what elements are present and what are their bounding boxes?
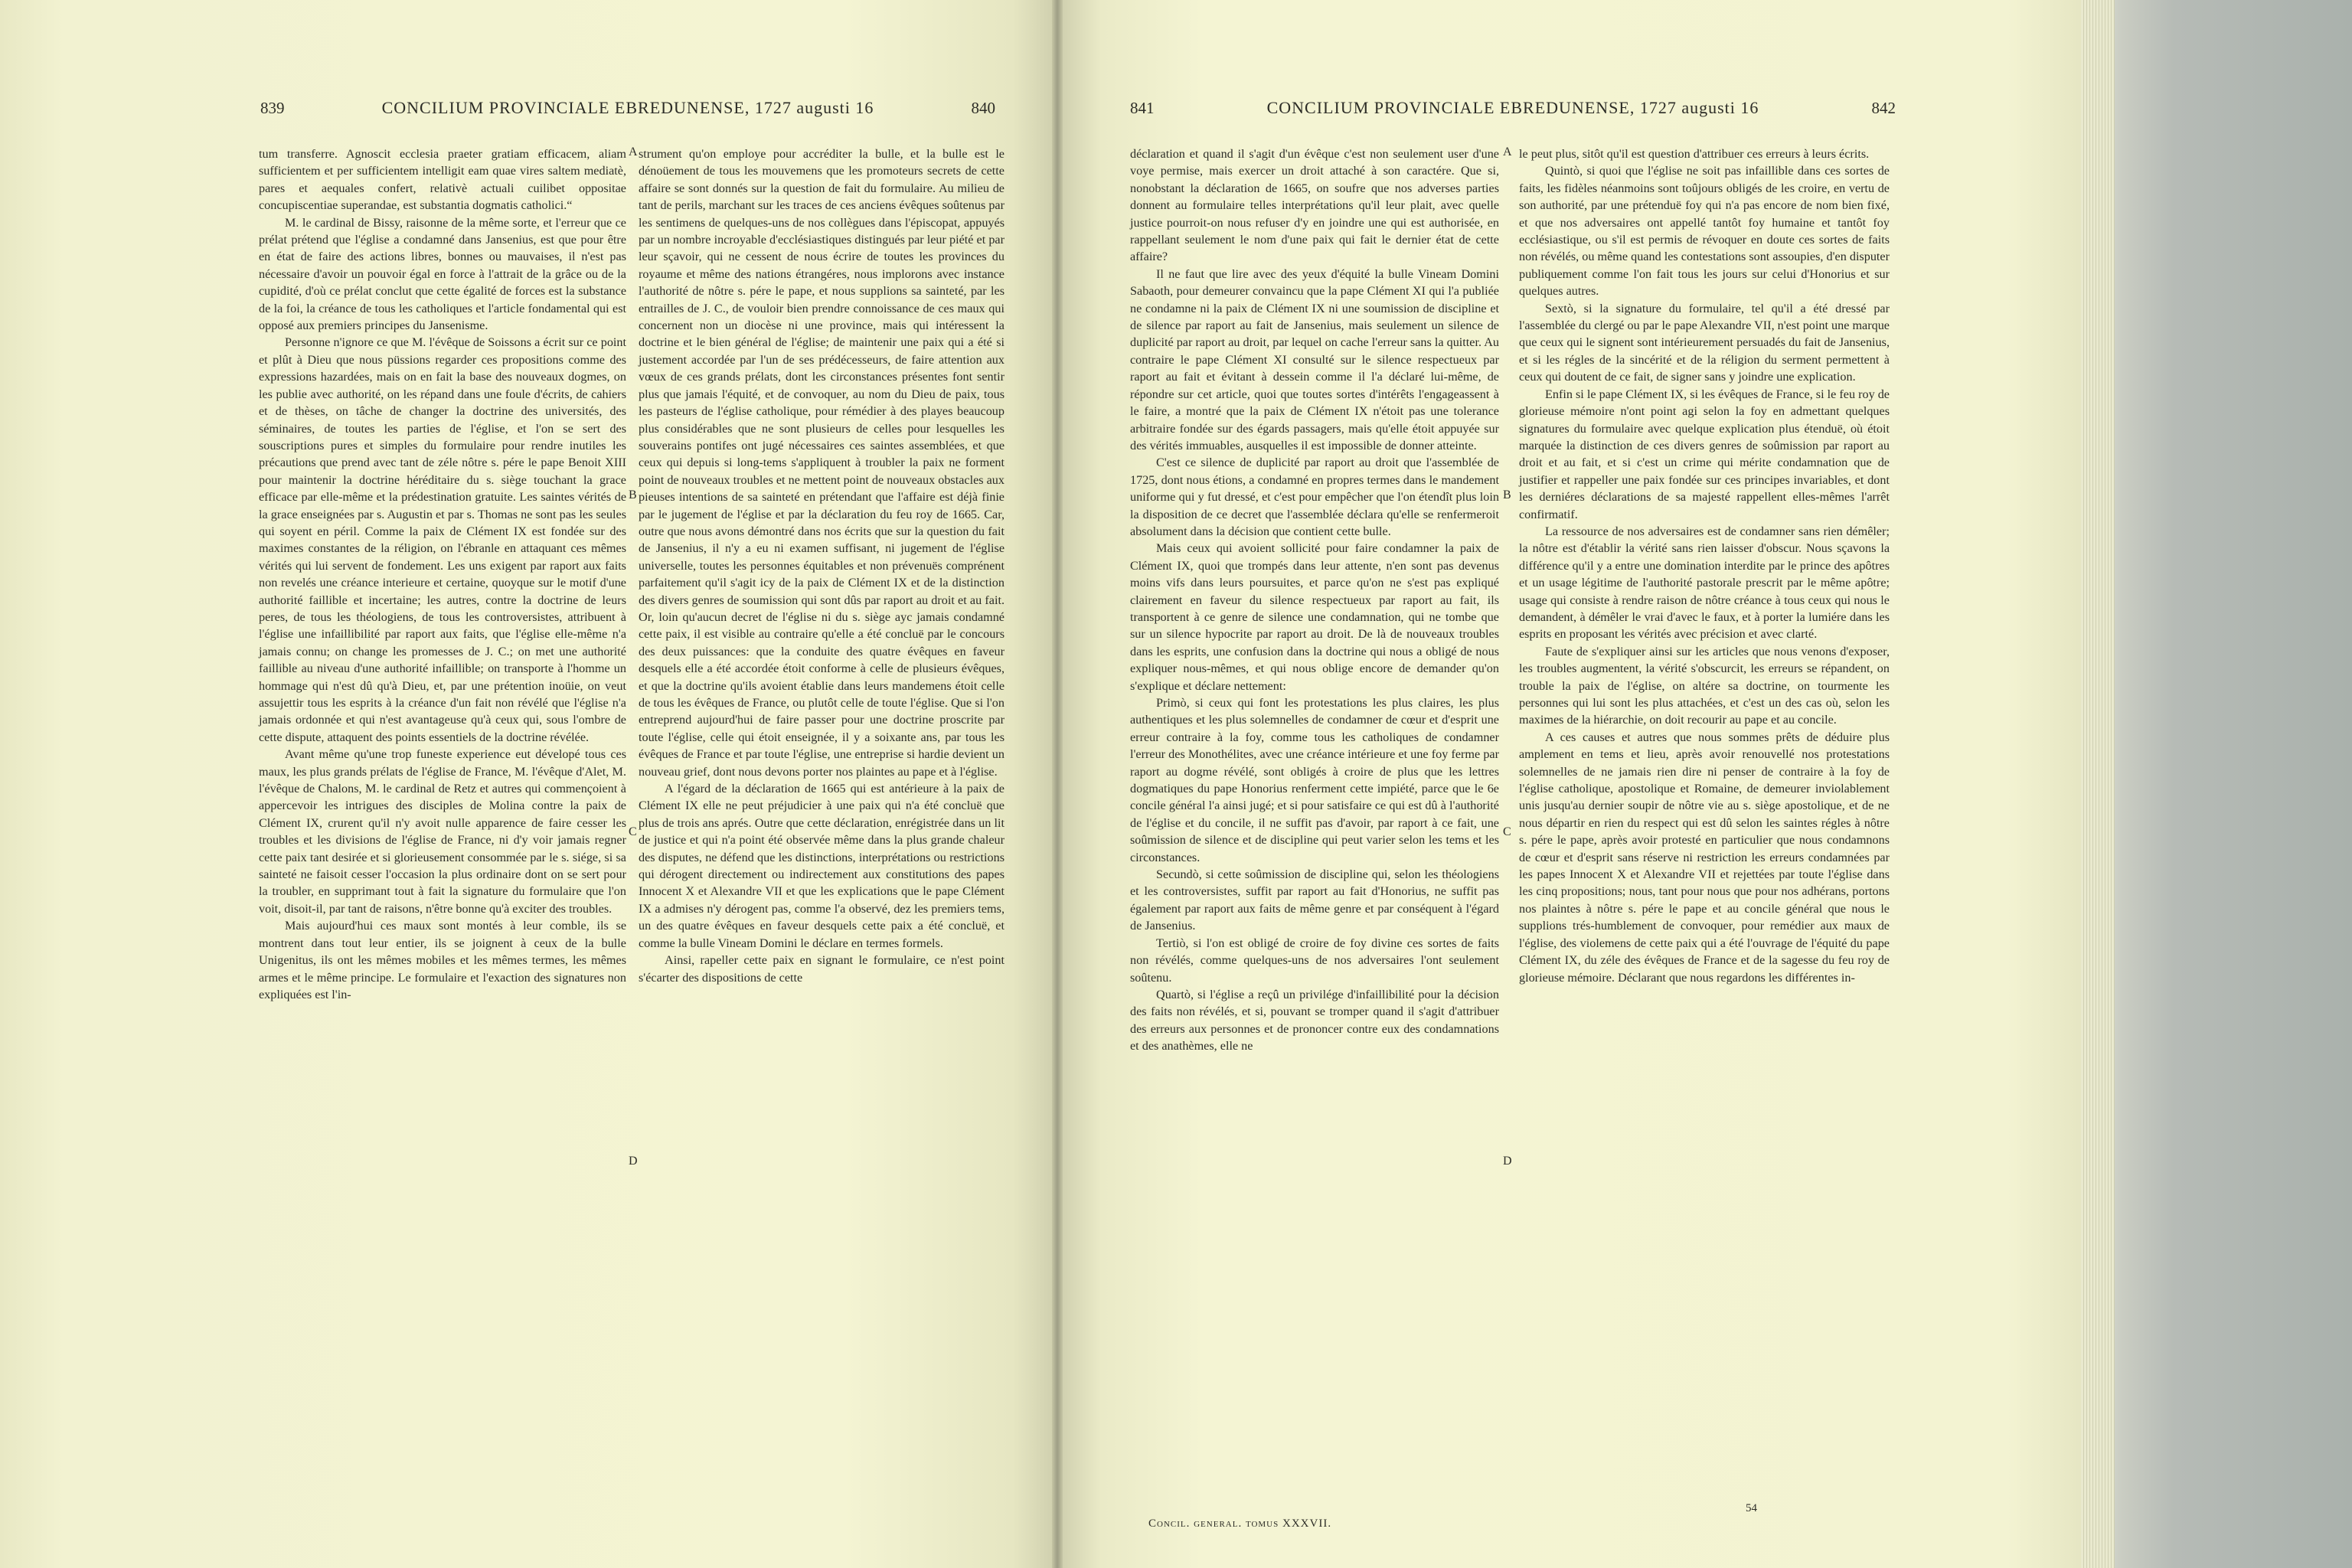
right-running-head xyxy=(1130,98,1896,118)
section-mark: D xyxy=(629,1155,638,1168)
paragraph: Quintò, si quoi que l'église ne soit pas infaillible dans ces sortes de faits, les fidèles néanmoins sont toûjours obligés de les croire, en vertu de son authorité, par une prétenduë foy qui n'a pas encore de nom bien fixé, et que nos adversaires ont appellé tantôt foy humaine et tantôt foy ecclésiastique, ou s'il est permis de révoquer en doute ces sortes de faits non révélés, ou même quand les contestations sont assoupies, d'en disputer publiquement comme l'on fait tous les jours sur celui d'Honorius et sur quelques autres. xyxy=(1519,164,1890,299)
section-mark: B xyxy=(1503,488,1511,501)
paragraph: C'est ce silence de duplicité par raport au droit que l'assemblée de 1725, dont nous étions, a condamné en propres termes dans le mandement uniforme qui y fut dressé, et c'est pour empêcher que l'on étendît plus loin la disposition de ce decret que l'assemblée déclara qu'elle se renfermeroit absolument dans la décision que contient cette bulle. xyxy=(1130,456,1499,538)
paragraph: Secundò, si cette soûmission de discipline qui, selon les théologiens et les controversistes, suffit par raport au fait d'Honorius, ne suffit pas également par raport aux faits de même genre et par conséquent à l'égard de Jansenius. xyxy=(1130,867,1499,933)
section-mark: A xyxy=(1503,145,1512,158)
paragraph: Avant même qu'une trop funeste experience eut dévelopé tous ces maux, les plus grands prélats de l'église de France, M. l'évêque d'Alet, M. l'évêque de Chalons, M. le cardinal de Retz et autres qui commençoient à appercevoir les intrigues des disciples de Molina contre la paix de Clément IX, crurent qu'il n'y avoit nulle apparence de faire cesser les troubles et les divisions de l'église de France, ni d'y voir jamais regner cette paix tant desirée et si glorieusement consommée par le s. siége, si sa sainteté ne faisoit cesser l'occasion la plus ordinaire dont on se sert pour la troubler, en supprimant tout à fait la signature du formulaire que l'on voit, disoit-il, par tant de raisons, n'être bonne qu'à exciter des troubles. xyxy=(259,747,626,916)
page-edges xyxy=(2081,0,2115,1568)
text-column-4 xyxy=(1519,145,1890,986)
section-mark: C xyxy=(1503,825,1511,838)
paragraph: strument qu'on employe pour accréditer la bulle, et la bulle est le dénoüement de tous les mouvemens que les promoteurs secrets de cette affaire se sont donnés sur la question de fait du formulaire. Au milieu de tant de perils, marchant sur les traces de ces anciens évêques soûtenus par les sentimens de quelques-uns de nos collègues dans l'épiscopat, appuyés par un nombre incroyable d'ecclésiastiques distingués par leur piété et par leur sçavoir, qui ne cessent de nous écrire de toutes les provinces du royaume et même des nations étrangéres, nous implorons avec instance l'authorité de nôtre s. pére le pape, et nous supplions sa sainteté, par les entrailles de J. C., de vouloir bien prendre connoissance de ces maux qui concernent non un diocèse ni une province, mais qui intéressent la doctrine et le bien général de l'église; de maintenir une paix qui a été si justement accordée par l'un de ses prédécesseurs, de faire attention aux vœux de ces grands prélats, dont les circonstances présentes font sentir plus que jamais l'équité, et de convoquer, au nom du Dieu de paix, tous les pasteurs de l'église catholique, pour rémédier à des playes beaucoup plus considérables que ne sont plusieurs de celles pour lesquelles les souverains pontifes ont jugé nécessaires ces saintes assemblées, et que ceux qui depuis si long-tems s'appliquent à troubler la paix ne forment point de nouveaux troubles et ne mettent point de nouveaux obstacles aux pieuses intentions de sa sainteté en prétendant que l'affaire est déjà finie par le jugement de l'église et par la déclaration du feu roy de 1665. Car, outre que nous avons démontré dans nos écrits que sur la question du fait de Jansenius, il n'y a eu ni examen suffisant, ni jugement de l'église universelle, toutes les personnes équitables et non prévenuës comprénent parfaitement qu'il s'agit icy de la paix de Clément IX et de la distinction des divers genres de soumission qui sont dûs par raport au droit et au fait. Or, loin qu'aucun decret de l'église ni du s. siège ayc jamais condamné cette paix, il est visible au contraire qu'elle a été concluë par le concours des deux puissances: que la conduite des quatre évêques en faveur desquels elle a été accordée étoit conforme à celle de plusieurs évêques, et que la doctrine qu'ils avoient établie dans leurs mandemens étoit celle de tous les évêques de France, ou plutôt celle de toute l'église. Que si l'on entreprend aujourd'hui de faire passer pour une doctrine proscrite par toute l'église, celle qui étoit enseignée, il y a soixante ans, par tous les évêques de France et par toute l'église, une entreprise si hardie devient un nouveau grief, dont nous devons porter nos plaintes au pape et à l'église. xyxy=(639,147,1004,779)
page-number: 841 xyxy=(1130,99,1155,117)
paragraph: tum transferre. Agnoscit ecclesia praeter gratiam efficacem, aliam sufficientem et per sufficientem intelligit eam quae vires saltem mediatè, pares et aequales confert, relativè actuali cuilibet oppositae concupiscentiae superandae, est substantia dogmatis catholici.“ xyxy=(259,147,626,213)
paragraph: Mais aujourd'hui ces maux sont montés à leur comble, ils se montrent dans tout leur entier, ils se joignent à ceux de la bulle Unigenitus, ils ont les mêmes mobiles et les mêmes termes, les mêmes armes et le même principe. Le formulaire et l'exaction des signatures non expliquées est l'in- xyxy=(259,919,626,1001)
paragraph: le peut plus, sitôt qu'il est question d'attribuer ces erreurs à leurs écrits. xyxy=(1519,147,1870,161)
paragraph: A ces causes et autres que nous sommes prêts de déduire plus amplement en tems et lieu, après avoir renouvellé nos protestations solemnelles de ne jamais rien dire ni penser de contraire à la foy de l'église catholique, apostolique et Romaine, de demeurer inviolablement unis jusqu'au dernier soupir de nôtre vie au s. siège apostolique, et de ne nous départir en rien du respect qui est dû selon les saintes régles à nôtre s. pére le pape, après avoir protesté en particulier que nous condamnons de cœur et d'esprit sans réserve ni restriction les erreurs condamnées par les papes Innocent X et Alexandre VII et rejettées par toute l'église dans les cinq propositions; nous, tant pour nous que pour nos adhérans, portons nos plaintes à nôtre s. pére le pape et au concile général que nous le supplions trés-humblement de convoquer, pour remédier aux maux de l'église, des violemens de cette paix qui a été l'ouvrage de l'équité du pape Clément IX, du zéle des évêques de France et de la sagesse du feu roy de glorieuse mémoire. Déclarant que nous regardons les différentes in- xyxy=(1519,730,1890,985)
text-column-3 xyxy=(1130,145,1499,1055)
paragraph: La ressource de nos adversaires est de condamner sans rien démêler; la nôtre est d'établir la vérité sans rien laisser d'obscur. Nous sçavons la différence qu'il y a entre une domination interdite par le prince des apôtres et un usage légitime de l'authorité pastorale prescrit par le même apôtre; usage qui consiste à rendre raison de nôtre créance à tous ceux qui nous le demandent, à démêler le vrai d'avec le faux, et à porter la lumiére dans les esprits en proposant les vérités avec précision et avec clarté. xyxy=(1519,524,1890,642)
section-mark: A xyxy=(629,145,638,158)
paragraph: Faute de s'expliquer ainsi sur les articles que nous venons d'exposer, les troubles augmentent, la vérité s'obscurcit, les erreurs se répandent, on trouble la paix de l'église, on altére sa doctrine, on tourmente les personnes qui lui sont les plus attachées, et c'est un des cas où, selon les maximes de la hiérarchie, on doit recourir au pape et au concile. xyxy=(1519,644,1890,727)
page-number: 839 xyxy=(260,99,285,117)
running-title: CONCILIUM PROVINCIALE EBREDUNENSE, 1727 augusti 16 xyxy=(381,98,874,117)
paragraph: Il ne faut que lire avec des yeux d'équité la bulle Vineam Domini Sabaoth, pour demeurer convaincu que la pape Clément XI qui l'a publiée ne condamne ni la paix de Clément IX ni une soumission de discipline et de silence par raport au fait de Jansenius, mais seulement un silence de duplicité par raport au droit, par lequel on cache l'erreur sans la quitter. Au contraire le pape Clément XI consulté sur le silence respectueux par raport au fait et évitant à dessein comme il l'a déclaré lui-même, de répondre sur cet article, quoi que toutes sortes d'intérêts l'engageassent à le faire, a montré que la paix de Clément IX n'étoit pas une tolerance arbitraire fondée sur des égards passagers, mais qu'elle étoit appuyée sur des vérités immuables, ausquelles il est impossible de donner atteinte. xyxy=(1130,266,1499,452)
footer-note: Concil. general. tomus XXXVII. xyxy=(1148,1517,1332,1530)
section-mark: C xyxy=(629,825,637,838)
section-mark: D xyxy=(1503,1155,1512,1168)
paragraph: Tertiò, si l'on est obligé de croire de foy divine ces sortes de faits non révélés, comme quelques-uns de nos adversaires l'ont seulement soûtenu. xyxy=(1130,936,1499,985)
running-title: CONCILIUM PROVINCIALE EBREDUNENSE, 1727 augusti 16 xyxy=(1266,98,1759,117)
section-mark: B xyxy=(629,488,637,501)
text-column-1 xyxy=(259,145,626,1003)
paragraph: Sextò, si la signature du formulaire, tel qu'il a été dressé par l'assemblée du clergé ou par le pape Alexandre VII, n'est point une marque que ceux qui le signent sont intérieurement persuadés du fait de Jansenius, et si les régles de la sincérité et de la réligion du serment permettent à ceux qui doutent de ce fait, de signer sans y joindre une explication. xyxy=(1519,301,1890,384)
text-column-2 xyxy=(639,145,1004,986)
book-shadow xyxy=(2098,0,2352,1568)
paragraph: Personne n'ignore ce que M. l'évêque de Soissons a écrit sur ce point et plût à Dieu que nous püssions regarder ces propositions comme des expressions hazardées, mais on en fait la base des nouveaux dogmes, on les publie avec authorité, on les répand dans une foule d'écrits, de cahiers et de thèses, on tâche de changer la doctrine des universités, des séminaires, de toutes les parties de l'église, et l'on se sert des souscriptions pures et simples du formulaire pour rendre inutiles les précautions que prend avec tant de zéle nôtre s. pére le pape Benoit XIII pour maintenir la doctrine héréditaire du s. siège touchant la grace efficace par elle-même et la prédestination gratuite. Les saintes vérités de la grace enseignées par s. Augustin et par s. Thomas ne sont pas les seules qui soyent en péril. Comme la paix de Clément IX est fondée sur des maximes constantes de la réligion, on l'ébranle en attaquant ces mêmes vérités qui lui servent de fondement. Les uns exigent par raport aux faits non revelés une créance interieure et certaine, quoyque sur le motif d'une authorité faillible et incertaine; les autres, contre la doctrine de leurs peres, de tous les théologiens, de tous les controversistes, attribuent à l'église une infaillibilité par raport aux faits, que l'église elle-même n'a jamais connu; on change les promesses de J. C.; on met une authorité faillible au niveau d'une authorité infaillible; on transporte à l'homme un hommage qui n'est dû qu'à Dieu, et, par une prétention inoüie, on veut assujettir tous les esprits à la créance d'un fait non révélé que l'église n'a jamais ordonnée et qui n'est avantageuse qu'à ceux qui, sous l'ombre de cette dispute, attaquent des points essentiels de la doctrine révélée. xyxy=(259,335,626,744)
left-running-head xyxy=(260,98,995,118)
paragraph: déclaration et quand il s'agit d'un évêque c'est non seulement user d'une voye permise, mais exercer un droit attaché à son caractére. Que si, nonobstant la déclaration de 1665, on soufre que nos adverses parties donnent au formulaire telles interprétations qu'il leur plait, avec quelle justice pourroit-on nous refuser d'y en joindre une qui est authorisée, en rappellant seulement le nom d'une paix qui fait le dernier état de cette affaire? xyxy=(1130,147,1499,264)
paragraph: Primò, si ceux qui font les protestations les plus claires, les plus authentiques et les plus solemnelles de condamner de cœur et d'esprit une erreur contraire à la foy, comme tous les catholiques de condamner l'erreur des Monothélites, avec une créance intérieure et une foy ferme par raport au dogme révélé, sont obligés à croire de plus que les lettres dogmatiques du pape Honorius renferment cette impiété, parce que le 6e concile général l'a ainsi jugé; et si pour satisfaire ce qui est dû à l'authorité de l'église et du concile, il ne suffit pas d'avoir, par raport à ce fait, une soûmission de silence et de discipline qui peut varier selon les tems et les circonstances. xyxy=(1130,696,1499,864)
signature-mark: 54 xyxy=(1746,1502,1757,1514)
paragraph: M. le cardinal de Bissy, raisonne de la même sorte, et l'erreur que ce prélat prétend que l'église a condamné dans Jansenius, est que pour être en état de faire des actions libres, bonnes ou mauvaises, il n'est pas nécessaire d'avoir un pouvoir égal en force à l'attrait de la grâce ou de la cupidité, d'où ce prélat conclut que cette égalité de forces est la substance de la foi, la créance de tous les catholiques et l'article fondamental qui est opposé aux premiers principes du Jansenisme. xyxy=(259,215,626,333)
page-number: 842 xyxy=(1871,99,1896,117)
book-gutter xyxy=(1052,0,1063,1568)
paragraph: Mais ceux qui avoient sollicité pour faire condamner la paix de Clément IX, quoi que trompés dans leur attente, n'en sont pas devenus moins vifs dans leurs poursuites, et parce qu'on ne s'est pas expliqué clairement en faveur du silence respectueux par raport au fait, ils transportent à ce genre de silence une condamnation, qui ne tombe que sur un silence hypocrite par raport au droit. De là de nouveaux troubles dans les esprits, une confusion dans la doctrine qui nous a obligé de nous expliquer nous-mêmes, et qui nous oblige encore de demander qu'on s'explique et déclare nettement: xyxy=(1130,541,1499,693)
paragraph: Quartò, si l'église a reçû un privilége d'infaillibilité pour la décision des faits non révélés, et si, pouvant se tromper quand il s'agit d'attribuer des erreurs aux personnes et de prononcer contre eux des condamnations et des anathèmes, elle ne xyxy=(1130,987,1499,1054)
paragraph: Ainsi, rapeller cette paix en signant le formulaire, ce n'est point s'écarter des dispositions de cette xyxy=(639,953,1004,985)
page-number: 840 xyxy=(971,99,995,117)
paragraph: Enfin si le pape Clément IX, si les évêques de France, si le feu roy de glorieuse mémoire n'ont point agi selon la foy en admettant quelques signatures du formulaire avec quelque explication plus étenduë, où étoit marquée la distinction de ces divers genres de soûmission par raport au droit et au fait, et si c'est un crime qui mérite condamnation que de justifier et rappeller une paix fondée sur ces principes invariables, et dont les derniéres déclarations de sa majesté rappellent elles-mêmes l'arrêt confirmatif. xyxy=(1519,387,1890,521)
paragraph: A l'égard de la déclaration de 1665 qui est antérieure à la paix de Clément IX elle ne peut préjudicier à une paix qui n'a été concluë que plus de trois ans aprés. Outre que cette déclaration, enrégistrée dans un lit de justice et qui n'a point été observée même dans la plus grande chaleur des disputes, ne défend que les distinctions, interprétations ou restrictions qui dérogent directement ou indirectement aux constitutions des papes Innocent X et Alexandre VII et que les explications que le pape Clément IX a admises n'y dérogent pas, comme l'a observé, dez les premiers tems, un des quatre évêques en faveur desquels cette paix a été concluë, et comme la bulle Vineam Domini le déclare en termes formels. xyxy=(639,782,1004,950)
